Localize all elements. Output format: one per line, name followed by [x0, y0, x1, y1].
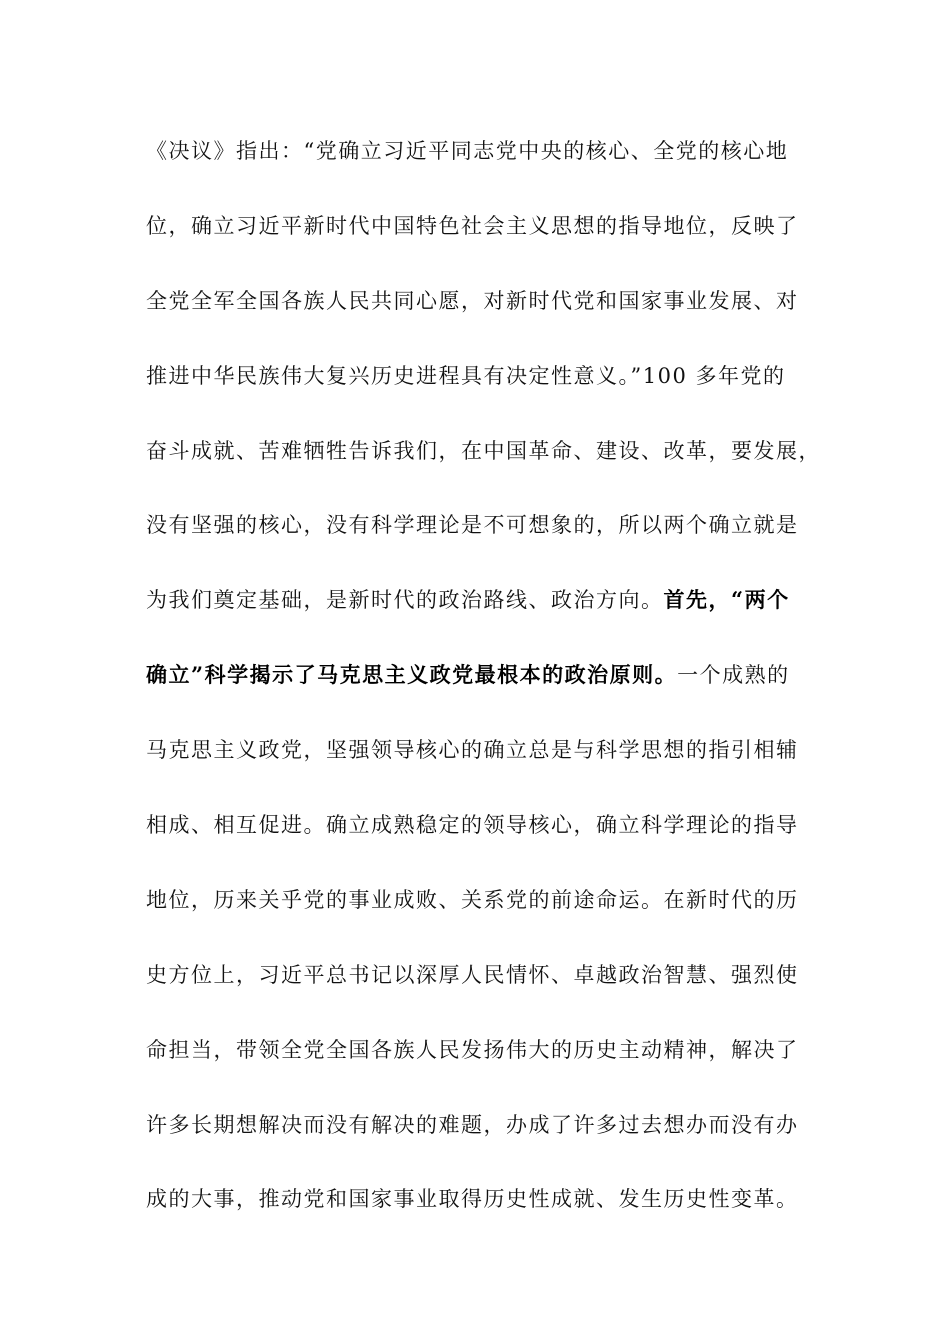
text-line	[146, 650, 806, 725]
text-line: 地位，历来关乎党的事业成败、关系党的前途命运。在新时代的历	[146, 887, 799, 912]
text-line: 《决议》指出：“党确立习近平同志党中央的核心、全党的核心地	[146, 139, 789, 163]
text-line: 马克思主义政党，坚强领导核心的确立总是与科学思想的指引相辅	[146, 738, 799, 763]
bold-heading-segment: 首先，“两个	[663, 587, 790, 613]
text-line: 命担当，带领全党全国各族人民发扬伟大的历史主动精神，解决了	[146, 1037, 799, 1062]
text-line: 许多长期想解决而没有解决的难题，办成了许多过去想办而没有办	[146, 1112, 799, 1137]
text-line: 位，确立习近平新时代中国特色社会主义思想的指导地位，反映了	[146, 213, 799, 238]
text-line: 奋斗成就、苦难牺牲告诉我们，在中国革命、建设、改革，要发展，	[146, 438, 821, 463]
text-line: 没有坚强的核心，没有科学理论是不可想象的，所以两个确立就是	[146, 513, 799, 538]
text-line: 推进中华民族伟大复兴历史进程具有决定性意义。”100 多年党的	[146, 363, 786, 388]
bold-heading-segment: 确立”科学揭示了马克思主义政党最根本的政治原则。	[146, 662, 678, 688]
text-line: 相成、相互促进。确立成熟稳定的领导核心，确立科学理论的指导	[146, 813, 799, 838]
text-line	[146, 575, 806, 650]
text-line: 史方位上，习近平总书记以深厚人民情怀、卓越政治智慧、强烈使	[146, 962, 799, 987]
text-line: 成的大事，推动党和国家事业取得历史性成就、发生历史性变革。	[146, 1187, 799, 1212]
text-segment: 一个成熟的	[677, 663, 790, 688]
text-line: 全党全军全国各族人民共同心愿，对新时代党和国家事业发展、对	[146, 288, 799, 313]
text-segment: 为我们奠定基础，是新时代的政治路线、政治方向。	[146, 588, 664, 613]
body-paragraph	[146, 126, 821, 1249]
